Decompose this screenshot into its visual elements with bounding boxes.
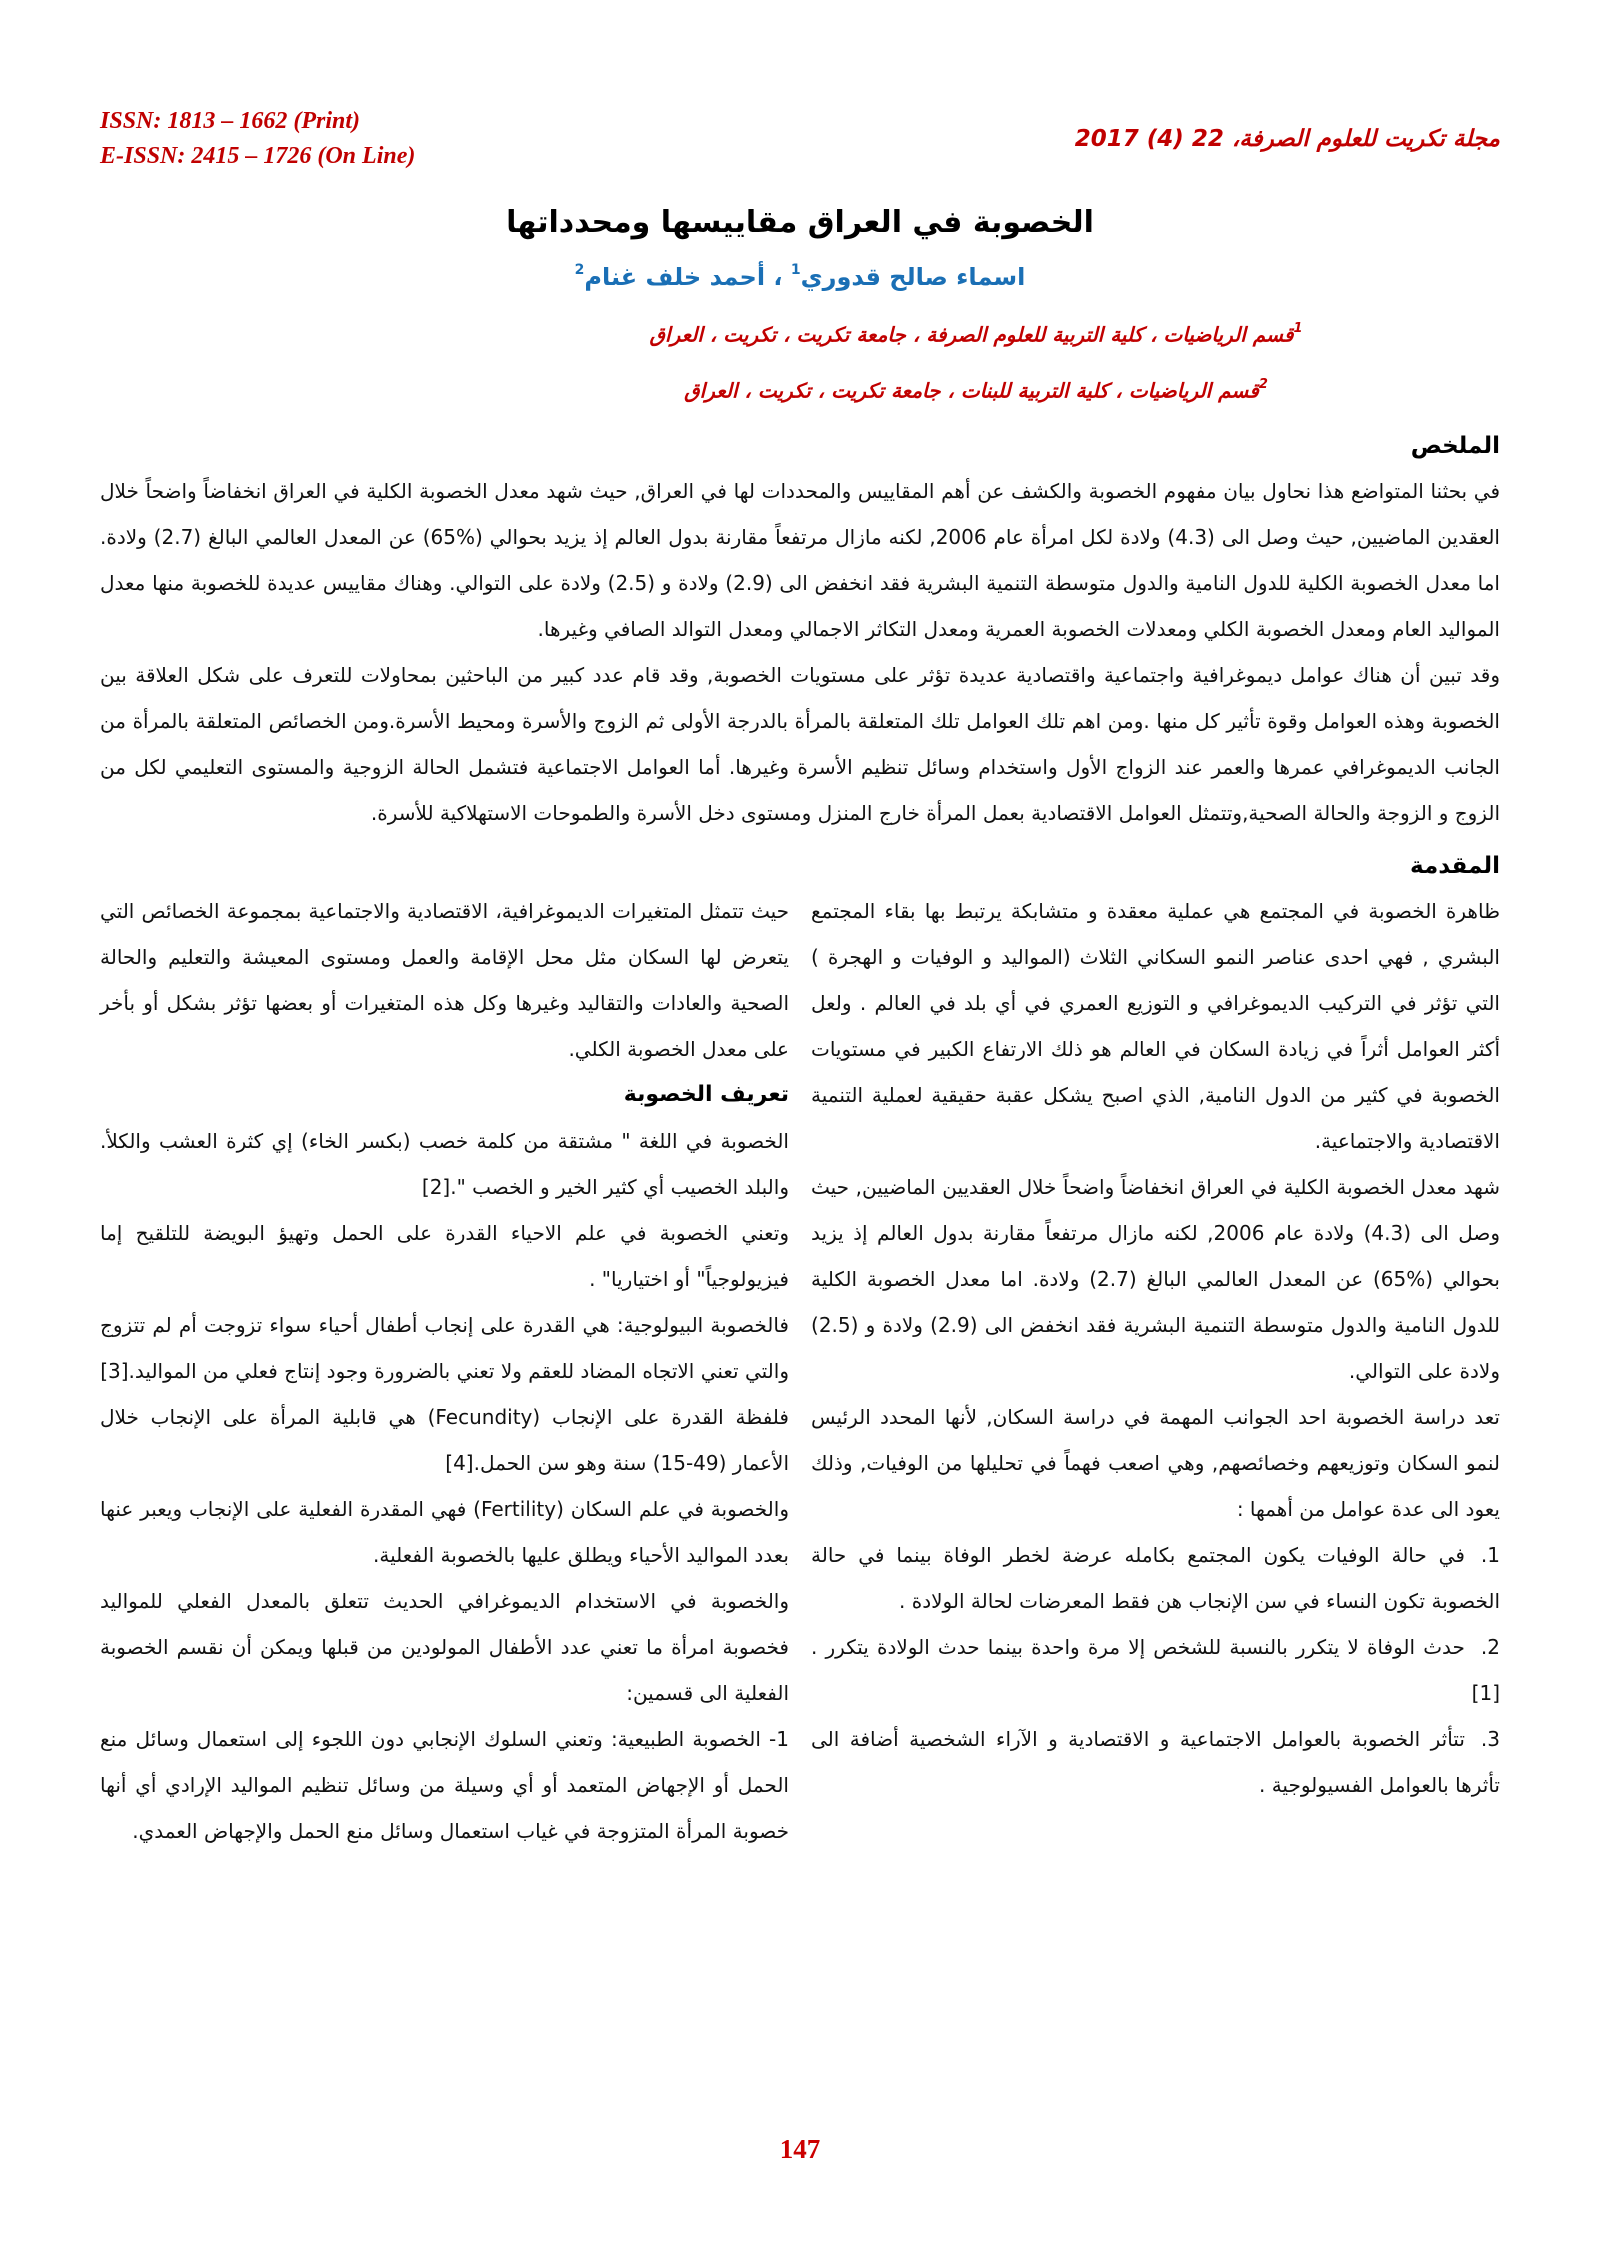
intro-paragraph-1: ظاهرة الخصوبة في المجتمع هي عملية معقدة و متشابكة يرتبط بها بقاء المجتمع البشري , فهي احدى عناصر النمو السكاني الثلاث (المواليد و الوفيات و الهجرة ) التي تؤثر في التركيب الديموغرافي و التوزيع العمري في أي بلد في العالم . ولعل أكثر العوامل أثراً في زيادة السكان في العالم هو ذلك الارتفاع الكبير في مستويات الخصوبة في كثير من الدول النامية, الذي اصبح يشكل عقبة حقيقية لعملية التنمية الاقتصادية والاجتماعية. <box>811 899 1500 1154</box>
abstract-paragraph-2: وقد تبين أن هناك عوامل ديموغرافية واجتماعية واقتصادية عديدة تؤثر على مستويات الخصوبة, وقد قام عدد كبير من الباحثين بمحاولات للتعرف على شكل العلاقة بين الخصوبة وهذه العوامل وقوة تأثير كل منها .ومن اهم تلك العوامل تلك المتعلقة بالمرأة بالدرجة الأولى ثم الزوج والأسرة ومحيط الأسرة.ومن الخصائص المتعلقة بالمرأة من الجانب الديموغرافي عمرها والعمر عند الزواج الأول واستخدام وسائل تنظيم الأسرة وغيرها. أما العوامل الاجتماعية فتشمل الحالة الزوجية والمستوى التعليمي لكل من الزوج و الزوجة والحالة الصحية,وتتمثل العوامل الاقتصادية بعمل المرأة خارج المنزل ومستوى دخل الأسرة والطموحات الاستهلاكية للأسرة. <box>100 663 1500 826</box>
affiliation-2-text: قسم الرياضيات ، كلية التربية للبنات ، جامعة تكريت ، تكريت ، العراق <box>684 378 1259 403</box>
intro-list-item-2-text: حدث الوفاة لا يتكرر بالنسبة للشخص إلا مرة واحدة بينما حدث الولادة يتكرر .[1] <box>811 1635 1500 1706</box>
abstract-section <box>100 430 1500 836</box>
left-paragraph-2: الخصوبة في اللغة " مشتقة من كلمة خصب (بكسر الخاء) إي كثرة العشب والكلأ. والبلد الخصيب أي كثير الخير و الخصب ".[2] <box>100 1129 789 1200</box>
left-paragraph-1: حيث تتمثل المتغيرات الديموغرافية، الاقتصادية والاجتماعية بمجموعة الخصائص التي يتعرض لها السكان مثل محل الإقامة والعمل ومستوى المعيشة والتعليم والحالة الصحية والعادات والتقاليد وغيرها وكل هذه المتغيرات أو بعضها تؤثر بشكل أو بأخر على معدل الخصوبة الكلي. <box>100 899 789 1062</box>
intro-list-item-3-number: 3. <box>1480 1727 1500 1752</box>
author-1-footnote-mark: 1 <box>790 262 801 278</box>
introduction-heading: المقدمة <box>1410 853 1500 880</box>
left-paragraph-4: فالخصوبة البيولوجية: هي القدرة على إنجاب أطفال أحياء سواء تزوجت أم لم تتزوج والتي تعني الاتجاه المضاد للعقم ولا تعني بالضرورة وجود إنتاج فعلي من المواليد.[3] <box>100 1313 789 1384</box>
intro-list-item-1 <box>811 1532 1500 1624</box>
column-left-definitions <box>100 888 789 1854</box>
journal-header <box>100 104 1500 174</box>
intro-list-item-3-text: تتأثر الخصوبة بالعوامل الاجتماعية و الاقتصادية و الآراء الشخصية أضافة الى تأثرها بالعوامل الفسيولوجية . <box>811 1727 1500 1798</box>
affiliation-1 <box>452 305 1500 361</box>
left-paragraph-3: وتعني الخصوبة في علم الاحياء القدرة على الحمل وتهيؤ البويضة للتلقيح إما فيزيولوجياً" أو اختياريا" . <box>100 1221 789 1292</box>
intro-list-item-1-text: في حالة الوفيات يكون المجتمع بكامله عرضة لخطر الوفاة بينما في حالة الخصوبة تكون النساء في سن الإنجاب هن فقط المعرضات لحالة الولادة . <box>811 1543 1500 1614</box>
fertility-definition-heading: تعريف الخصوبة <box>623 1082 789 1108</box>
affiliation-1-text: قسم الرياضيات ، كلية التربية للعلوم الصرفة ، جامعة تكريت ، تكريت ، العراق <box>649 322 1294 347</box>
abstract-paragraph-1: في بحثنا المتواضع هذا نحاول بيان مفهوم الخصوبة والكشف عن أهم المقاييس والمحددات لها في العراق, حيث شهد معدل الخصوبة الكلية في العراق انخفاضاً واضحاً خلال العقدين الماضيين, حيث وصل الى (4.3) ولادة لكل امرأة عام 2006, لكنه مازال مرتفعاً مقارنة بدول العالم إذ يزيد بحوالي (%65) عن المعدل العالمي البالغ (2.7) ولادة. اما معدل الخصوبة الكلية للدول النامية والدول متوسطة التنمية البشرية فقد انخفض الى (2.9) ولادة و (2.5) ولادة على التوالي. وهناك مقاييس عديدة للخصوبة منها معدل المواليد العام ومعدل الخصوبة الكلي ومعدلات الخصوبة العمرية ومعدل التكاثر الاجمالي ومعدل التوالد الصافي وغيرها. <box>100 479 1500 642</box>
affiliation-2-mark: 2 <box>1258 376 1268 392</box>
affiliation-1-mark: 1 <box>1293 321 1303 336</box>
intro-list-item-3 <box>811 1716 1500 1808</box>
left-paragraph-5: فلفظة القدرة على الإنجاب (Fecundity) هي قابلية المرأة على الإنجاب خلال الأعمار (49-15) سنة وهو سن الحمل.[4] <box>100 1405 789 1476</box>
page-number: 147 <box>779 2134 821 2164</box>
author-2-footnote-mark: 2 <box>574 262 585 278</box>
left-paragraph-6: والخصوبة في علم السكان (Fertility) فهي المقدرة الفعلية على الإنجاب ويعبر عنها بعدد المواليد الأحياء ويطلق عليها بالخصوبة الفعلية. <box>100 1497 789 1568</box>
journal-title: مجلة تكريت للعلوم الصرفة، 22 (4) 2017 <box>1074 126 1500 152</box>
affiliations <box>100 305 1500 416</box>
affiliation-2 <box>452 361 1500 417</box>
abstract-heading: الملخص <box>1410 433 1500 460</box>
intro-list-item-1-number: 1. <box>1480 1543 1500 1568</box>
author-1: اسماء صالح قدوري <box>800 263 1026 291</box>
intro-paragraph-3: تعد دراسة الخصوبة احد الجوانب المهمة في دراسة السكان, لأنها المحدد الرئيس لنمو السكان وتوزيعهم وخصائصهم, وهي اصعب فهماً في تحليلها من الوفيات, وذلك يعود الى عدة عوامل من أهمها : <box>811 1405 1500 1522</box>
issn-print: ISSN: 1813 – 1662 (Print) <box>100 108 361 134</box>
left-paragraph-8: 1- الخصوبة الطبيعية: وتعني السلوك الإنجابي دون اللجوء إلى استعمال وسائل منع الحمل أو الإجهاض المتعمد أو أي وسيلة من وسائل تنظيم المواليد الإرادي أي أنها خصوبة المرأة المتزوجة في غياب استعمال وسائل منع الحمل والإجهاض العمدي. <box>100 1727 789 1844</box>
intro-list-item-2 <box>811 1624 1500 1716</box>
authors-separator: ، <box>765 263 791 291</box>
left-paragraph-7: والخصوبة في الاستخدام الديموغرافي الحديث تتعلق بالمعدل الفعلي للمواليد فخصوبة امرأة ما تعني عدد الأطفال المولودين من قبلها ويمكن أن نقسم الخصوبة الفعلية الى قسمين: <box>100 1589 789 1706</box>
issn-block <box>100 104 415 174</box>
authors-line <box>100 254 1500 295</box>
article-title: الخصوبة في العراق مقاييسها ومحدداتها <box>506 205 1094 240</box>
column-right-introduction <box>811 888 1500 1854</box>
intro-list-item-2-number: 2. <box>1480 1635 1500 1660</box>
two-column-body <box>100 888 1500 1854</box>
issn-online: E-ISSN: 2415 – 1726 (On Line) <box>100 143 416 169</box>
author-2: أحمد خلف غنام <box>584 263 766 291</box>
intro-paragraph-2: شهد معدل الخصوبة الكلية في العراق انخفاضاً واضحاً خلال العقديين الماضيين, حيث وصل الى (4.3) ولادة عام 2006, لكنه مازال مرتفعاً مقارنة بدول العالم إذ يزيد بحوالي (%65) عن المعدل العالمي البالغ (2.7) ولادة. اما معدل الخصوبة الكلية للدول النامية والدول متوسطة التنمية البشرية فقد انخفض الى (2.9) ولادة و (2.5) ولادة على التوالي. <box>811 1175 1501 1384</box>
